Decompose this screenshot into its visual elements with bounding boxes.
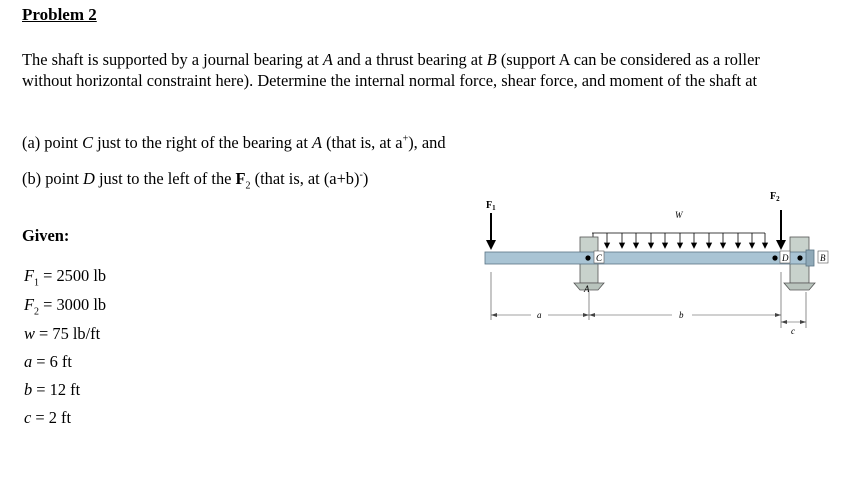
given-title: Given: [22, 226, 70, 245]
given-a: a = 6 ft [24, 352, 72, 371]
given-F1: $F_1 = 2500$ lb [24, 266, 107, 289]
shaft-end-collar [806, 250, 814, 266]
part-a-text: (a) point C just to the right of the bearing at A (that is, at a+), and [22, 133, 446, 152]
point-D-dot [772, 255, 777, 260]
dim-a-label: a [537, 310, 542, 320]
given-b: b = 12 ft [24, 380, 81, 399]
problem-statement: The shaft is supported by a journal bearing at A and a thrust bearing at B (support A can be considered as a roller without horizontal constraint here). Determine the internal normal force, shear force, and moment of the shaft at [22, 50, 760, 90]
f1-label: $F_1$ [486, 200, 496, 212]
w-label: W [675, 210, 683, 220]
given-F2: $F_2 = 3000$ lb [24, 295, 107, 318]
label-C: C [596, 253, 603, 263]
distributed-load [591, 233, 768, 248]
f1-arrowhead [486, 240, 496, 250]
label-D: D [782, 253, 789, 263]
given-w: w = 75 lb/ft [24, 324, 101, 343]
point-B-dot [797, 255, 802, 260]
shaft [485, 252, 810, 264]
point-A-dot [585, 255, 590, 260]
f2-arrowhead [776, 240, 786, 250]
problem-heading: Problem 2 [22, 5, 97, 24]
label-B: B [820, 253, 826, 263]
dim-b-label: b [679, 310, 684, 320]
label-A: A [584, 284, 590, 294]
part-b-text: (b) point D just to the left of the $F_2$ (that is, at (a+b)-) [22, 169, 369, 192]
f2-label: $F_2$ [770, 191, 780, 203]
given-c: c = 2 ft [24, 408, 72, 427]
dim-c-label: c [791, 326, 795, 336]
